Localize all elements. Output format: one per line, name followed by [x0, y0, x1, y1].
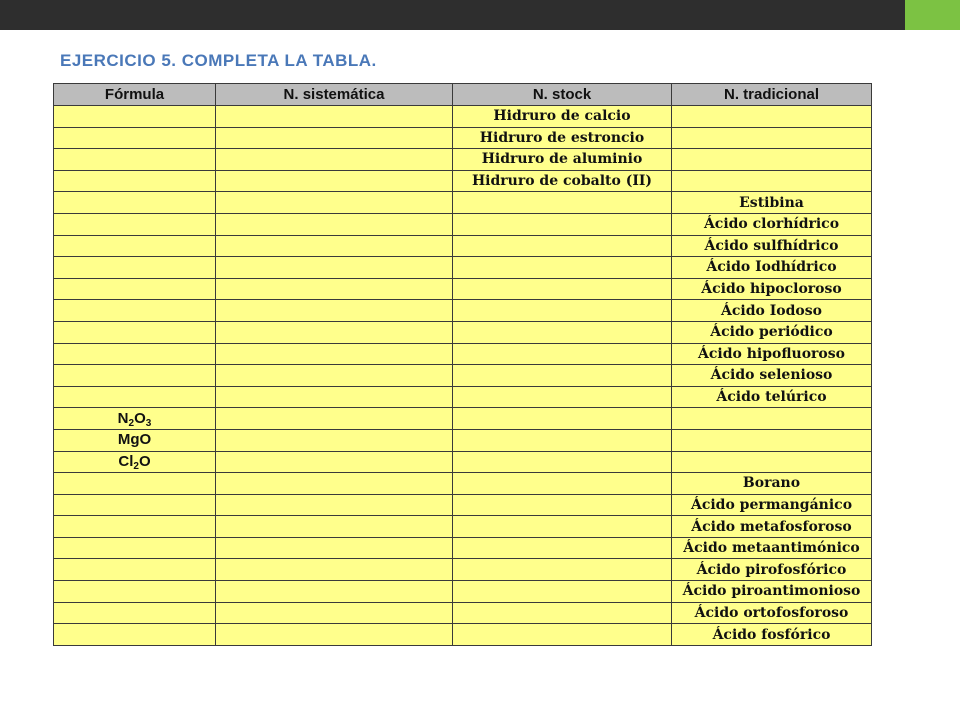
systematic-name-cell[interactable] — [216, 300, 453, 322]
stock-name-cell[interactable] — [453, 494, 672, 516]
traditional-name-cell[interactable]: Ácido hipocloroso — [672, 278, 872, 300]
systematic-name-cell[interactable] — [216, 581, 453, 603]
table-row — [54, 451, 872, 473]
systematic-name-cell[interactable] — [216, 451, 453, 473]
table-row — [54, 213, 872, 235]
table-row — [54, 343, 872, 365]
traditional-name-cell[interactable] — [672, 408, 872, 430]
formula-cell[interactable] — [54, 321, 216, 343]
stock-name-cell[interactable] — [453, 343, 672, 365]
systematic-name-cell[interactable] — [216, 170, 453, 192]
traditional-name-cell[interactable]: Ácido pirofosfórico — [672, 559, 872, 581]
table-row — [54, 278, 872, 300]
formula-cell[interactable] — [54, 559, 216, 581]
table-row — [54, 235, 872, 257]
traditional-name-cell[interactable] — [672, 127, 872, 149]
formula-cell[interactable] — [54, 624, 216, 646]
systematic-name-cell[interactable] — [216, 343, 453, 365]
table-row — [54, 408, 872, 430]
formula-cell[interactable] — [54, 235, 216, 257]
stock-name-cell[interactable] — [453, 192, 672, 214]
systematic-name-cell[interactable] — [216, 386, 453, 408]
stock-name-cell[interactable] — [453, 408, 672, 430]
stock-name-cell[interactable]: Hidruro de calcio — [453, 106, 672, 128]
exercise-table-container — [53, 83, 871, 646]
traditional-name-cell[interactable] — [672, 149, 872, 171]
stock-name-cell[interactable] — [453, 365, 672, 387]
table-row — [54, 321, 872, 343]
stock-name-cell[interactable] — [453, 473, 672, 495]
formula-cell[interactable] — [54, 192, 216, 214]
table-row — [54, 581, 872, 603]
formula-cell[interactable] — [54, 386, 216, 408]
systematic-name-cell[interactable] — [216, 278, 453, 300]
systematic-name-cell[interactable] — [216, 473, 453, 495]
traditional-name-cell[interactable]: Ácido Iodoso — [672, 300, 872, 322]
traditional-name-cell[interactable]: Ácido selenioso — [672, 365, 872, 387]
table-row — [54, 429, 872, 451]
table-row — [54, 494, 872, 516]
table-row — [54, 516, 872, 538]
traditional-name-cell[interactable] — [672, 170, 872, 192]
formula-cell[interactable] — [54, 516, 216, 538]
traditional-name-cell[interactable]: Ácido piroantimonioso — [672, 581, 872, 603]
formula-cell[interactable] — [54, 602, 216, 624]
formula-cell[interactable] — [54, 581, 216, 603]
traditional-name-cell[interactable]: Estibina — [672, 192, 872, 214]
table-body — [54, 106, 872, 646]
formula-cell[interactable] — [54, 494, 216, 516]
header-stock-name: N. stock — [453, 84, 672, 106]
traditional-name-cell[interactable]: Borano — [672, 473, 872, 495]
stock-name-cell[interactable] — [453, 451, 672, 473]
stock-name-cell[interactable] — [453, 602, 672, 624]
stock-name-cell[interactable] — [453, 429, 672, 451]
systematic-name-cell[interactable] — [216, 602, 453, 624]
traditional-name-cell[interactable] — [672, 429, 872, 451]
traditional-name-cell[interactable] — [672, 451, 872, 473]
table-row — [54, 127, 872, 149]
formula-cell[interactable] — [54, 343, 216, 365]
header-formula: Fórmula — [54, 84, 216, 106]
formula-cell[interactable] — [54, 213, 216, 235]
stock-name-cell[interactable]: Hidruro de cobalto (II) — [453, 170, 672, 192]
formula-cell[interactable]: $N_2O_3$ — [54, 408, 216, 430]
formula-cell[interactable]: $Cl_2O$ — [54, 451, 216, 473]
systematic-name-cell[interactable] — [216, 149, 453, 171]
table-row — [54, 365, 872, 387]
stock-name-cell[interactable] — [453, 581, 672, 603]
stock-name-cell[interactable] — [453, 516, 672, 538]
systematic-name-cell[interactable] — [216, 192, 453, 214]
traditional-name-cell[interactable]: Ácido telúrico — [672, 386, 872, 408]
stock-name-cell[interactable] — [453, 300, 672, 322]
header-traditional-name: N. tradicional — [672, 84, 872, 106]
stock-name-cell[interactable] — [453, 559, 672, 581]
nomenclature-table — [53, 83, 872, 646]
table-row — [54, 537, 872, 559]
table-row — [54, 602, 872, 624]
stock-name-cell[interactable] — [453, 235, 672, 257]
systematic-name-cell[interactable] — [216, 559, 453, 581]
top-bar-accent — [905, 0, 960, 30]
traditional-name-cell[interactable]: Ácido metafosforoso — [672, 516, 872, 538]
table-row — [54, 473, 872, 495]
page-title: EJERCICIO 5. COMPLETA LA TABLA. — [60, 51, 377, 70]
formula-cell[interactable] — [54, 278, 216, 300]
systematic-name-cell[interactable] — [216, 257, 453, 279]
table-row — [54, 170, 872, 192]
table-header-row — [54, 84, 872, 106]
traditional-name-cell[interactable]: Ácido Iodhídrico — [672, 257, 872, 279]
table-row — [54, 300, 872, 322]
traditional-name-cell[interactable]: Ácido periódico — [672, 321, 872, 343]
stock-name-cell[interactable] — [453, 213, 672, 235]
table-row — [54, 192, 872, 214]
stock-name-cell[interactable] — [453, 624, 672, 646]
systematic-name-cell[interactable] — [216, 321, 453, 343]
stock-name-cell[interactable]: Hidruro de aluminio — [453, 149, 672, 171]
header-systematic-name: N. sistemática — [216, 84, 453, 106]
formula-cell[interactable] — [54, 365, 216, 387]
systematic-name-cell[interactable] — [216, 235, 453, 257]
traditional-name-cell[interactable]: Ácido metaantimónico — [672, 537, 872, 559]
systematic-name-cell[interactable] — [216, 429, 453, 451]
table-row — [54, 386, 872, 408]
stock-name-cell[interactable] — [453, 537, 672, 559]
formula-cell[interactable] — [54, 473, 216, 495]
stock-name-cell[interactable]: Hidruro de estroncio — [453, 127, 672, 149]
formula-cell[interactable] — [54, 300, 216, 322]
table-row — [54, 106, 872, 128]
formula-cell[interactable] — [54, 106, 216, 128]
traditional-name-cell[interactable]: Ácido clorhídrico — [672, 213, 872, 235]
systematic-name-cell[interactable] — [216, 537, 453, 559]
stock-name-cell[interactable] — [453, 386, 672, 408]
systematic-name-cell[interactable] — [216, 516, 453, 538]
systematic-name-cell[interactable] — [216, 624, 453, 646]
formula-cell[interactable]: MgO — [54, 429, 216, 451]
table-row — [54, 149, 872, 171]
systematic-name-cell[interactable] — [216, 127, 453, 149]
traditional-name-cell[interactable]: Ácido sulfhídrico — [672, 235, 872, 257]
traditional-name-cell[interactable] — [672, 106, 872, 128]
formula-cell[interactable] — [54, 149, 216, 171]
formula-cell[interactable] — [54, 127, 216, 149]
systematic-name-cell[interactable] — [216, 494, 453, 516]
systematic-name-cell[interactable] — [216, 365, 453, 387]
traditional-name-cell[interactable]: Ácido hipofluoroso — [672, 343, 872, 365]
traditional-name-cell[interactable]: Ácido permangánico — [672, 494, 872, 516]
formula-cell[interactable] — [54, 170, 216, 192]
stock-name-cell[interactable] — [453, 257, 672, 279]
stock-name-cell[interactable] — [453, 321, 672, 343]
table-row — [54, 624, 872, 646]
systematic-name-cell[interactable] — [216, 408, 453, 430]
stock-name-cell[interactable] — [453, 278, 672, 300]
systematic-name-cell[interactable] — [216, 213, 453, 235]
formula-cell[interactable] — [54, 537, 216, 559]
top-bar — [0, 0, 905, 30]
traditional-name-cell[interactable]: Ácido ortofosforoso — [672, 602, 872, 624]
table-row — [54, 559, 872, 581]
formula-cell[interactable] — [54, 257, 216, 279]
table-row — [54, 257, 872, 279]
traditional-name-cell[interactable]: Ácido fosfórico — [672, 624, 872, 646]
systematic-name-cell[interactable] — [216, 106, 453, 128]
